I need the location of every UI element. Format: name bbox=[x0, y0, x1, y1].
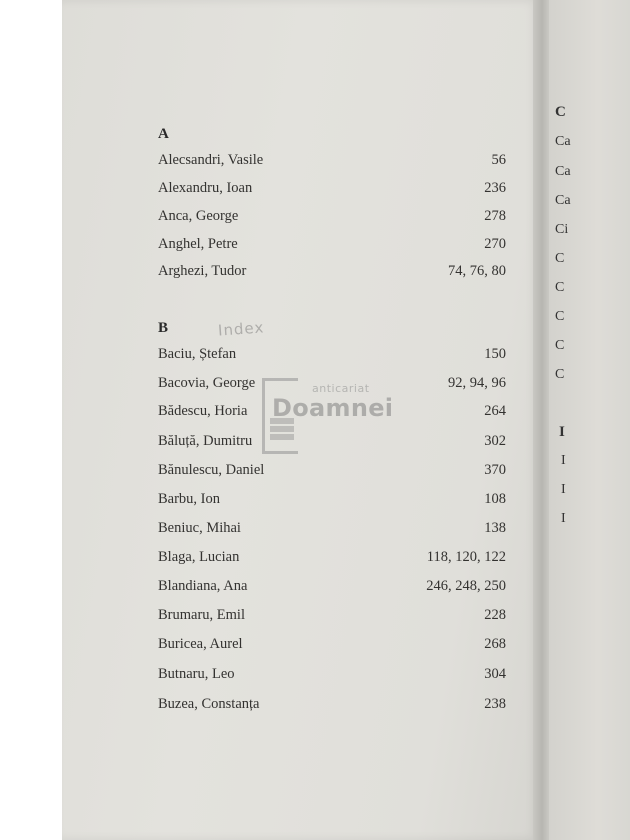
index-entry bbox=[158, 236, 506, 256]
right-page-line: C bbox=[555, 251, 565, 266]
right-page-line: C bbox=[555, 309, 565, 324]
entry-pages: 270 bbox=[484, 236, 506, 252]
index-entry bbox=[158, 520, 506, 540]
entry-pages: 236 bbox=[484, 180, 506, 196]
index-entry bbox=[158, 491, 506, 511]
right-page-line: Ca bbox=[555, 193, 571, 208]
entry-name: Buzea, Constanța bbox=[158, 696, 260, 712]
entry-name: Anca, George bbox=[158, 208, 239, 224]
right-page-line: I bbox=[561, 453, 566, 468]
entry-name: Anghel, Petre bbox=[158, 236, 238, 252]
index-entry bbox=[158, 263, 506, 283]
entry-pages: 264 bbox=[484, 403, 506, 419]
adjacent-page bbox=[549, 0, 630, 840]
index-entry bbox=[158, 696, 506, 716]
right-page-line: C bbox=[555, 280, 565, 295]
entry-name: Arghezi, Tudor bbox=[158, 263, 247, 279]
section-heading-b: B bbox=[158, 320, 169, 336]
entry-pages: 370 bbox=[484, 462, 506, 478]
right-page-line: Ca bbox=[555, 164, 571, 179]
entry-name: Bădescu, Horia bbox=[158, 403, 248, 419]
pencil-annotation: Index bbox=[217, 318, 265, 340]
entry-pages: 246, 248, 250 bbox=[426, 578, 506, 594]
entry-name: Blandiana, Ana bbox=[158, 578, 248, 594]
entry-name: Butnaru, Leo bbox=[158, 666, 235, 682]
index-entry bbox=[158, 152, 506, 172]
index-entry bbox=[158, 462, 506, 482]
watermark-logo bbox=[262, 378, 412, 458]
entry-pages: 118, 120, 122 bbox=[426, 549, 506, 565]
entry-pages: 238 bbox=[484, 696, 506, 712]
watermark-big-text: Doamnei bbox=[272, 394, 394, 422]
entry-pages: 228 bbox=[484, 607, 506, 623]
entry-name: Baciu, Ștefan bbox=[158, 346, 237, 362]
index-entry bbox=[158, 208, 506, 228]
index-entry bbox=[158, 180, 506, 200]
right-page-line: Ci bbox=[555, 222, 569, 237]
right-page-line: C bbox=[555, 338, 565, 353]
entry-name: Beniuc, Mihai bbox=[158, 520, 241, 536]
section-heading-a: A bbox=[158, 126, 169, 142]
index-entry bbox=[158, 636, 506, 656]
index-entry bbox=[158, 578, 506, 598]
entry-pages: 92, 94, 96 bbox=[448, 375, 506, 391]
entry-name: Băluță, Dumitru bbox=[158, 433, 253, 449]
entry-name: Bănulescu, Daniel bbox=[158, 462, 265, 478]
right-page-line: Ca bbox=[555, 134, 571, 149]
index-entry bbox=[158, 549, 506, 569]
entry-pages: 304 bbox=[484, 666, 506, 682]
index-entry bbox=[158, 346, 506, 366]
entry-pages: 278 bbox=[484, 208, 506, 224]
entry-pages: 138 bbox=[484, 520, 506, 536]
watermark-small-text: anticariat bbox=[312, 382, 370, 395]
entry-name: Barbu, Ion bbox=[158, 491, 221, 507]
right-page-heading-c: C bbox=[555, 104, 566, 120]
index-entry bbox=[158, 607, 506, 627]
entry-name: Alecsandri, Vasile bbox=[158, 152, 264, 168]
right-page-line: I bbox=[561, 482, 566, 497]
entry-pages: 268 bbox=[484, 636, 506, 652]
entry-name: Alexandru, Ioan bbox=[158, 180, 253, 196]
entry-name: Buricea, Aurel bbox=[158, 636, 243, 652]
entry-pages: 302 bbox=[484, 433, 506, 449]
entry-pages: 74, 76, 80 bbox=[448, 263, 506, 279]
entry-pages: 108 bbox=[484, 491, 506, 507]
entry-pages: 150 bbox=[484, 346, 506, 362]
right-page-heading-d: I bbox=[559, 424, 565, 440]
right-page-line: C bbox=[555, 367, 565, 382]
index-entry bbox=[158, 666, 506, 686]
entry-name: Blaga, Lucian bbox=[158, 549, 240, 565]
entry-name: Bacovia, George bbox=[158, 375, 256, 391]
entry-name: Brumaru, Emil bbox=[158, 607, 245, 623]
right-page-line: I bbox=[561, 511, 566, 526]
entry-pages: 56 bbox=[491, 152, 506, 168]
